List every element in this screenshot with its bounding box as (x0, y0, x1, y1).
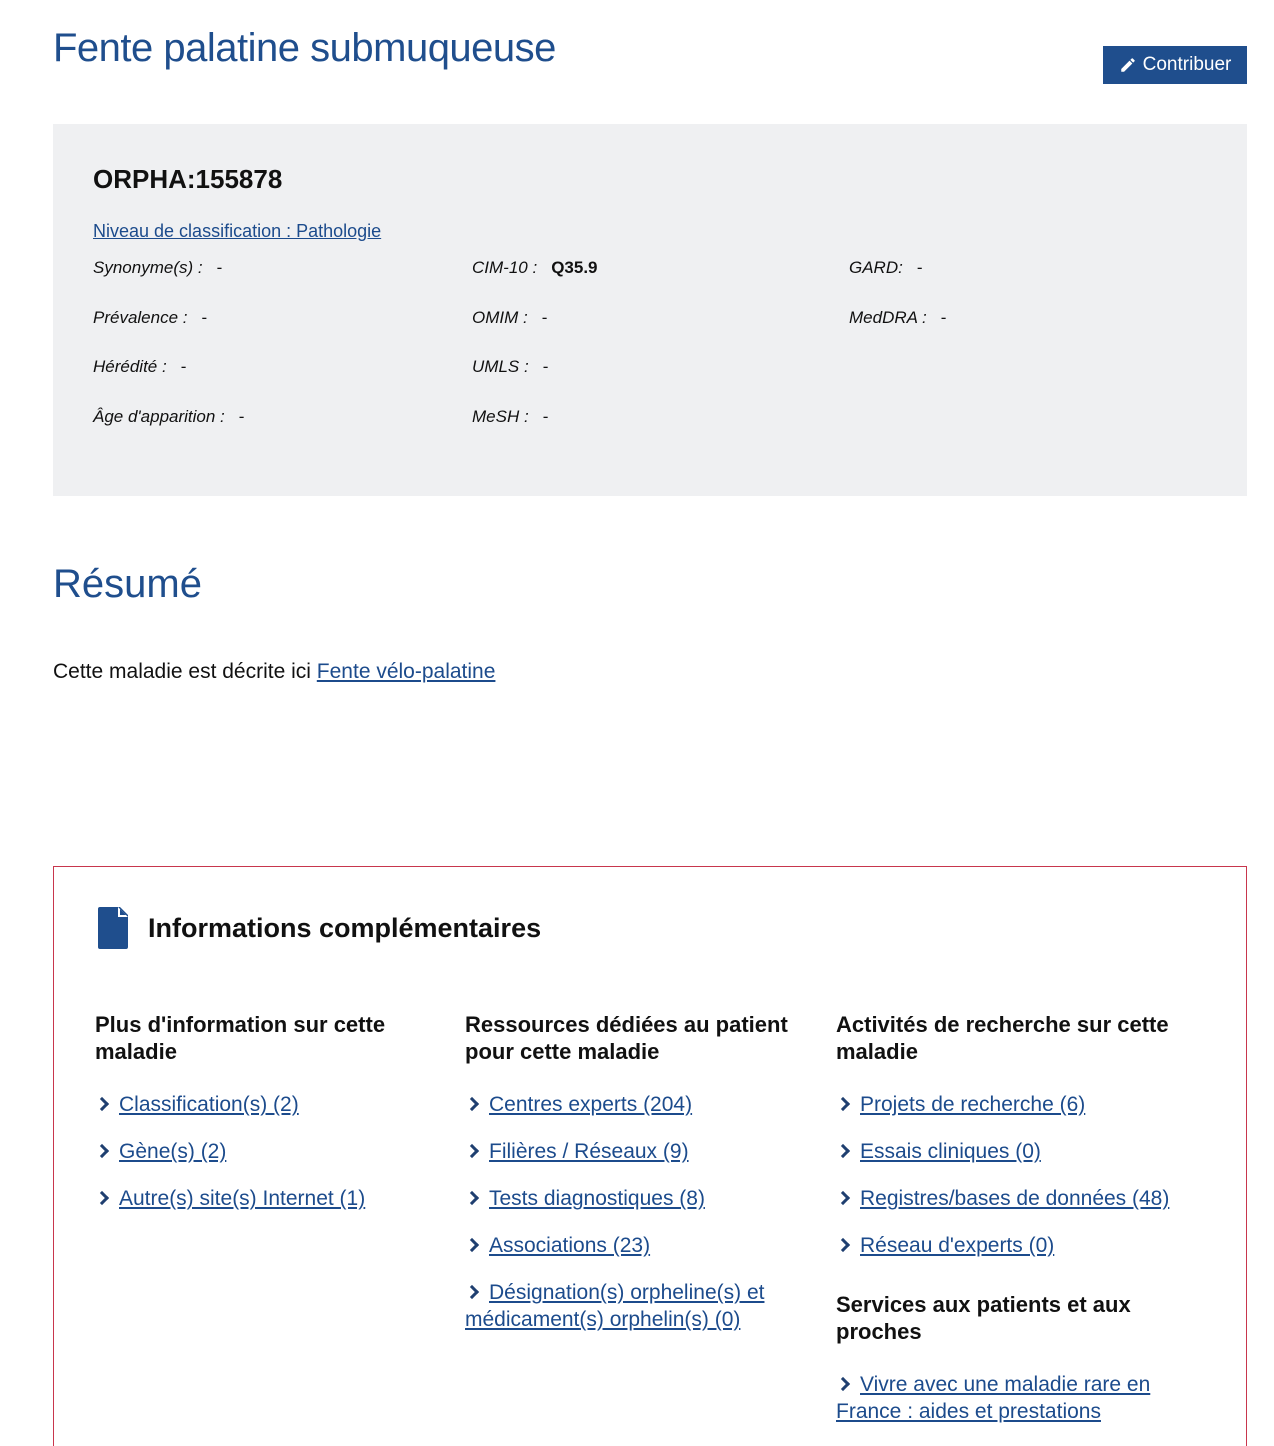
col-services-heading: Services aux patients et aux proches (836, 1292, 1131, 1344)
chevron-right-icon (836, 1191, 850, 1205)
additional-info-header (98, 907, 541, 949)
col-patient-resources (465, 1011, 805, 1353)
chevron-right-icon (95, 1097, 109, 1111)
list-item (465, 1091, 805, 1118)
col-more-info (95, 1011, 435, 1232)
link-orphan-drugs[interactable]: Désignation(s) orpheline(s) et médicament(s) orphelin(s) (0) (465, 1281, 765, 1331)
chevron-right-icon (836, 1097, 850, 1111)
chevron-right-icon (465, 1097, 479, 1111)
chevron-right-icon (95, 1144, 109, 1158)
chevron-right-icon (836, 1238, 850, 1252)
chevron-right-icon (465, 1238, 479, 1252)
link-genes[interactable]: Gène(s) (2) (119, 1140, 227, 1163)
contribute-button[interactable] (1103, 46, 1247, 84)
link-expert-network[interactable]: Réseau d'experts (0) (860, 1234, 1055, 1257)
link-expert-centres[interactable]: Centres experts (204) (489, 1093, 693, 1116)
summary-text: Cette maladie est décrite ici Fente vélo-palatine (53, 660, 496, 683)
col-research-heading: Activités de recherche sur cette maladie (836, 1012, 1169, 1064)
col-more-info-heading: Plus d'information sur cette maladie (95, 1012, 386, 1064)
field-heredite: Hérédité : - (93, 357, 187, 376)
list-item (836, 1185, 1176, 1212)
field-cim10: CIM-10 : Q35.9 (472, 258, 598, 277)
link-networks[interactable]: Filières / Réseaux (9) (489, 1140, 689, 1163)
chevron-right-icon (465, 1285, 479, 1299)
field-umls: UMLS : - (472, 357, 549, 376)
list-item (836, 1138, 1176, 1165)
list-item (465, 1138, 805, 1165)
chevron-right-icon (465, 1144, 479, 1158)
list-item (95, 1185, 435, 1212)
page-title: Fente palatine submuqueuse (53, 26, 556, 70)
link-research-projects[interactable]: Projets de recherche (6) (860, 1093, 1086, 1116)
pencil-icon (1119, 56, 1137, 74)
list-item (836, 1232, 1176, 1259)
list-item (465, 1232, 805, 1259)
link-diagnostic-tests[interactable]: Tests diagnostiques (8) (489, 1187, 705, 1210)
field-gard: GARD: - (849, 258, 923, 277)
link-other-websites[interactable]: Autre(s) site(s) Internet (1) (119, 1187, 366, 1210)
additional-info-box (53, 866, 1247, 1446)
contribute-label: Contribuer (1142, 54, 1232, 75)
chevron-right-icon (95, 1191, 109, 1205)
field-mesh: MeSH : - (472, 407, 549, 426)
field-synonymes: Synonyme(s) : - (93, 258, 223, 277)
document-icon (98, 907, 130, 949)
orpha-code: ORPHA:155878 (93, 164, 283, 194)
list-item (95, 1138, 435, 1165)
summary-title: Résumé (53, 562, 202, 606)
link-classifications[interactable]: Classification(s) (2) (119, 1093, 299, 1116)
additional-info-title: Informations complémentaires (148, 912, 542, 943)
field-prevalence: Prévalence : - (93, 308, 208, 327)
link-living-with-rare-disease[interactable]: Vivre avec une maladie rare en France : aides et prestations (836, 1373, 1151, 1423)
list-item (465, 1185, 805, 1212)
field-meddra: MedDRA : - (849, 308, 947, 327)
chevron-right-icon (836, 1377, 850, 1391)
summary-disease-link[interactable]: Fente vélo-palatine (316, 660, 496, 683)
disease-info-box (53, 124, 1247, 496)
link-clinical-trials[interactable]: Essais cliniques (0) (860, 1140, 1041, 1163)
chevron-right-icon (836, 1144, 850, 1158)
link-registries[interactable]: Registres/bases de données (48) (860, 1187, 1170, 1210)
list-item (836, 1091, 1176, 1118)
classification-level-link[interactable]: Niveau de classification : Pathologie (93, 221, 382, 241)
list-item (836, 1371, 1176, 1425)
col-patient-resources-heading: Ressources dédiées au patient pour cette maladie (465, 1012, 788, 1064)
field-age: Âge d'apparition : - (93, 407, 245, 426)
link-associations[interactable]: Associations (23) (489, 1234, 651, 1257)
chevron-right-icon (465, 1191, 479, 1205)
col-research (836, 1011, 1176, 1445)
field-omim: OMIM : - (472, 308, 548, 327)
list-item (95, 1091, 435, 1118)
list-item (465, 1279, 805, 1333)
